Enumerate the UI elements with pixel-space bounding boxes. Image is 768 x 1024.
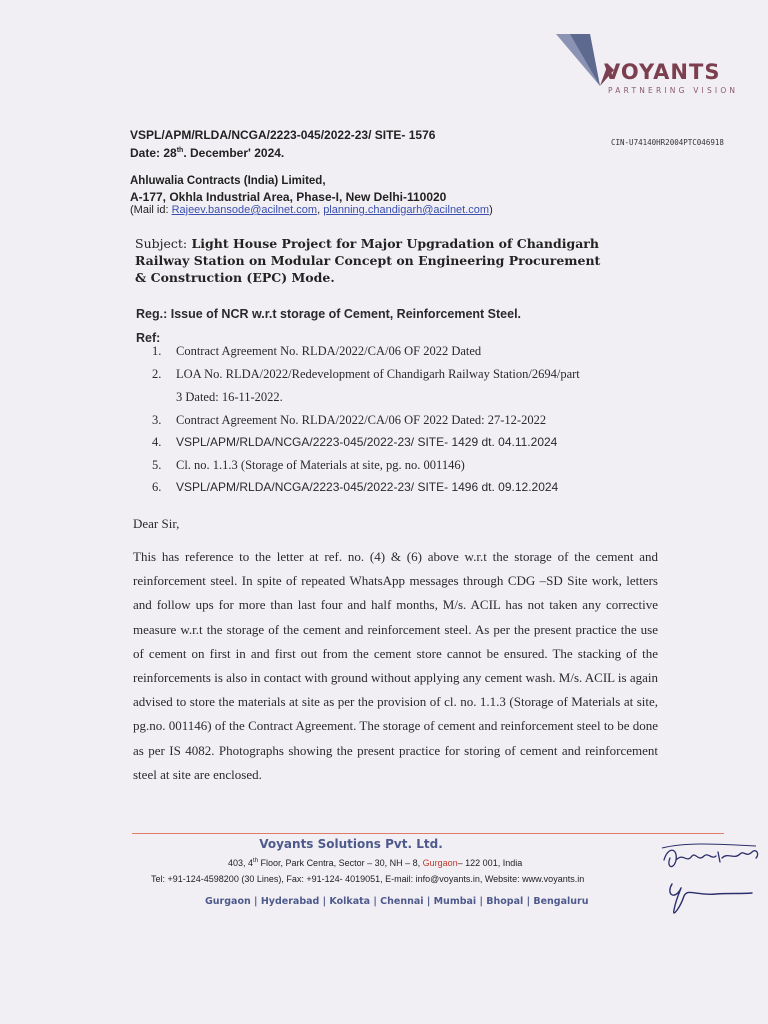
- email-link-planning[interactable]: planning.chandigarh@acilnet.com: [323, 204, 490, 216]
- reference-item: 1. Contract Agreement No. RLDA/2022/CA/06 OF 2022 Dated: [152, 344, 482, 358]
- subject-text: Light House Project for Major Upgradation of Chandigarh Railway Station on Modular Concept on Engineering Procurement & Construction (EPC) Mode.: [135, 236, 601, 285]
- subject-block: [135, 235, 605, 286]
- salutation: Dear Sir,: [133, 516, 180, 531]
- recipient-mail: (Mail id: Rajeev.bansode@acilnet.com, planning.chandigarh@acilnet.com): [130, 204, 493, 216]
- footer-address: 403, 4th Floor, Park Centra, Sector – 30, NH – 8, Gurgaon– 122 001, India: [228, 858, 523, 868]
- reference-item: 6. VSPL/APM/RLDA/NCGA/2223-045/2022-23/ SITE- 1496 dt. 09.12.2024: [152, 480, 559, 494]
- reference-item: 2. LOA No. RLDA/2022/Redevelopment of Chandigarh Railway Station/2694/part: [152, 367, 580, 381]
- footer-cities: Gurgaon | Hyderabad | Kolkata | Chennai | Mumbai | Bhopal | Bengaluru: [205, 896, 589, 907]
- letter-date: Date: 28th. December' 2024.: [130, 146, 285, 160]
- cin-number: CIN-U74140HR2004PTC046918: [611, 138, 724, 147]
- footer-company: Voyants Solutions Pvt. Ltd.: [259, 837, 443, 851]
- recipient-address: A-177, Okhla Industrial Area, Phase-I, New Delhi-110020: [130, 190, 447, 204]
- reference-item: 3 Dated: 16-11-2022.: [176, 390, 283, 404]
- signature-icon: [656, 838, 766, 928]
- subject-label: Subject:: [135, 236, 188, 251]
- footer-divider: [132, 833, 724, 834]
- reference-item: 3. Contract Agreement No. RLDA/2022/CA/06 OF 2022 Dated: 27-12-2022: [152, 413, 547, 427]
- letter-reference: VSPL/APM/RLDA/NCGA/2223-045/2022-23/ SITE- 1576: [130, 128, 436, 142]
- footer-contact: Tel: +91-124-4598200 (30 Lines), Fax: +91-124- 4019051, E-mail: info@voyants.in, Website: www.voyants.in: [151, 874, 585, 884]
- letter-body: This has reference to the letter at ref. no. (4) & (6) above w.r.t the storage of the cement and reinforcement steel. In spite of repeated WhatsApp messages through CDG –SD Site work, letters and follow ups for more than last four and half months, M/s. ACIL has not taken any corrective measure w.r.t the storage of the cement and reinforcement steel. As per the present practice the use of cement on first in and first out from the cement store cannot be ensured. The stacking of the reinforcements is also in contact with ground without applying any cement wash. M/s. ACIL is again advised to store the materials at site as per the provision of cl. no. 1.1.3 (Storage of Materials at site, pg.no. 001146) of the Contract Agreement. The storage of cement and reinforcement steel to be done as per IS 4082. Photographs showing the present practice for storing of cement and reinforcement steel at site are enclosed.: [133, 549, 658, 782]
- reference-item: 4. VSPL/APM/RLDA/NCGA/2223-045/2022-23/ SITE- 1429 dt. 04.11.2024: [152, 435, 558, 449]
- email-link-rajeev[interactable]: Rajeev.bansode@acilnet.com: [171, 204, 318, 216]
- ref-label: Ref:: [136, 331, 161, 345]
- reference-item: 5. Cl. no. 1.1.3 (Storage of Materials at site, pg. no. 001146): [152, 458, 465, 472]
- company-wordmark: VOYANTS: [604, 60, 721, 84]
- recipient-name: Ahluwalia Contracts (India) Limited,: [130, 175, 326, 187]
- regarding-line: Reg.: Issue of NCR w.r.t storage of Cement, Reinforcement Steel.: [136, 307, 522, 321]
- company-tagline: PARTNERING VISION: [608, 86, 739, 95]
